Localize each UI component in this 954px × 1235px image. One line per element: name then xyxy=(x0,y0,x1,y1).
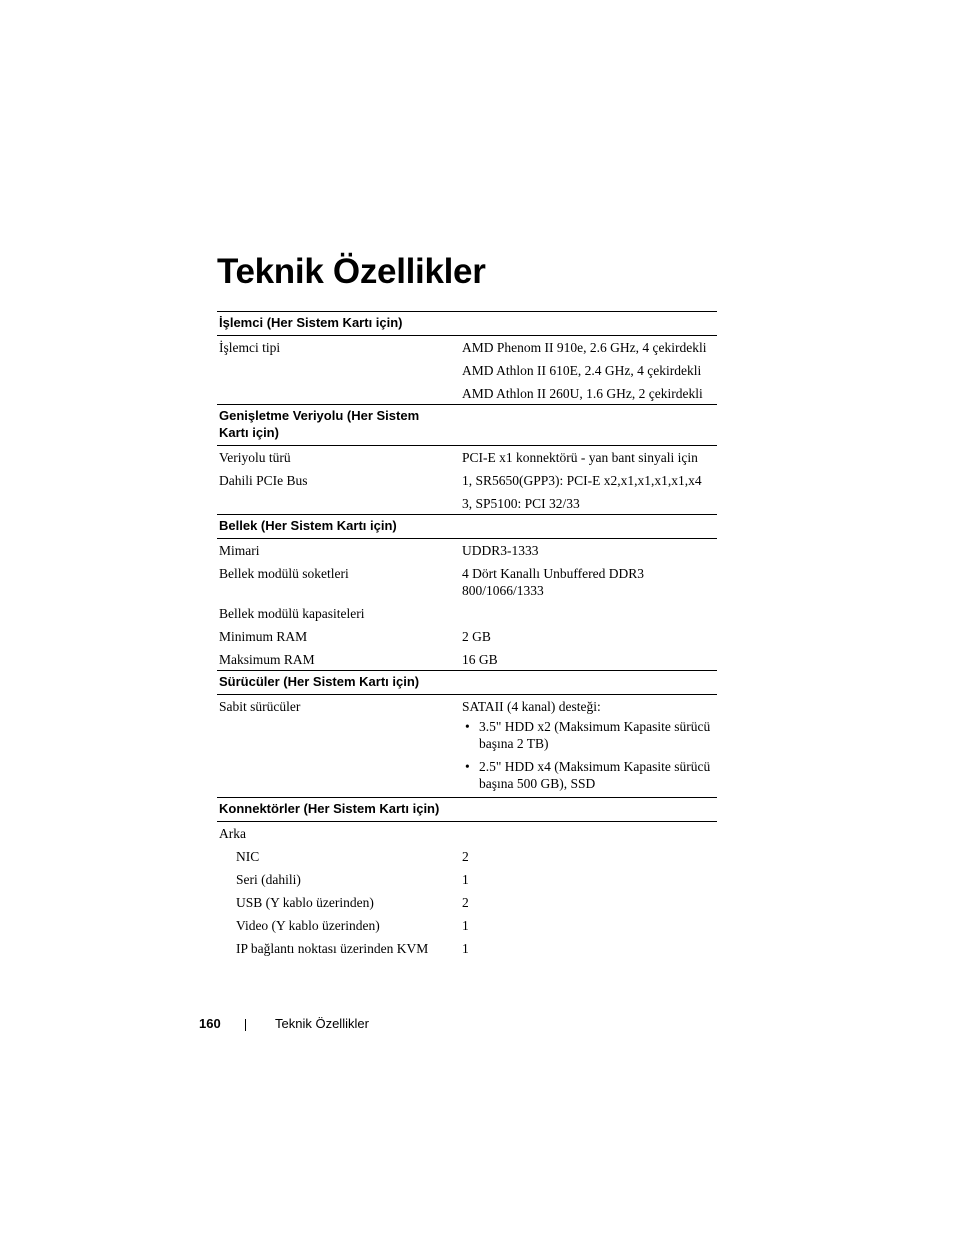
footer-chapter-title: Teknik Özellikler xyxy=(275,1015,369,1031)
table-row: NIC 2 xyxy=(236,849,469,864)
table-row: Minimum RAM 2 GB xyxy=(219,629,491,644)
table-row: Mimari UDDR3-1333 xyxy=(219,543,539,558)
table-row: 3, SP5100: PCI 32/33 xyxy=(462,496,580,511)
table-row: Dahili PCIe Bus 1, SR5650(GPP3): PCI-E x2,x1,x1,x1,x1,x4 xyxy=(219,473,702,488)
section-heading-memory: Bellek (Her Sistem Kartı için) xyxy=(217,514,717,539)
drive-bullet-list xyxy=(462,715,717,795)
table-row: İşlemci tipi AMD Phenom II 910e, 2.6 GHz, 4 çekirdekli xyxy=(219,340,707,355)
page-number: 160 xyxy=(199,1015,221,1031)
list-item: • 2.5" HDD x4 (Maksimum Kapasite sürücü başına 500 GB), SSD xyxy=(462,755,717,795)
page-footer xyxy=(199,1015,369,1031)
section-heading-drives: Sürücüler (Her Sistem Kartı için) xyxy=(217,670,717,695)
spec-table xyxy=(217,312,717,960)
table-row-group-label: Arka xyxy=(219,826,246,841)
table-row: Video (Y kablo üzerinden) 1 xyxy=(236,918,469,933)
table-row: Sabit sürücüler SATAII (4 kanal) desteği: • 3.5" HDD x2 (Maksimum Kapasite sürücü başına 2 TB) • 2.5" HDD x4 (Maksimum Kapasite sürücü başına 500 GB), SSD xyxy=(217,695,717,798)
table-row: Bellek modülü kapasiteleri xyxy=(219,606,365,621)
list-item: • 3.5" HDD x2 (Maksimum Kapasite sürücü başına 2 TB) xyxy=(462,715,717,755)
table-row: AMD Athlon II 260U, 1.6 GHz, 2 çekirdekli xyxy=(462,386,703,401)
table-row: Maksimum RAM 16 GB xyxy=(219,652,498,667)
table-row: Veriyolu türü PCI-E x1 konnektörü - yan bant sinyali için xyxy=(219,450,698,465)
section-heading-expansion-bus: Genişletme Veriyolu (Her Sistem Kartı için) xyxy=(217,404,717,446)
section-heading-connectors: Konnektörler (Her Sistem Kartı için) xyxy=(217,797,717,822)
table-row: Seri (dahili) 1 xyxy=(236,872,469,887)
table-row: IP bağlantı noktası üzerinden KVM 1 xyxy=(236,941,469,956)
drive-support-text: SATAII (4 kanal) desteği: xyxy=(462,699,601,714)
table-row: Bellek modülü soketleri 4 Dört Kanallı Unbuffered DDR3 800/1066/1333 xyxy=(219,566,644,598)
table-row: USB (Y kablo üzerinden) 2 xyxy=(236,895,469,910)
footer-divider xyxy=(245,1019,246,1031)
table-row: AMD Athlon II 610E, 2.4 GHz, 4 çekirdekli xyxy=(462,363,702,378)
page-title: Teknik Özellikler xyxy=(217,252,486,291)
section-heading-processor: İşlemci (Her Sistem Kartı için) xyxy=(217,311,717,336)
